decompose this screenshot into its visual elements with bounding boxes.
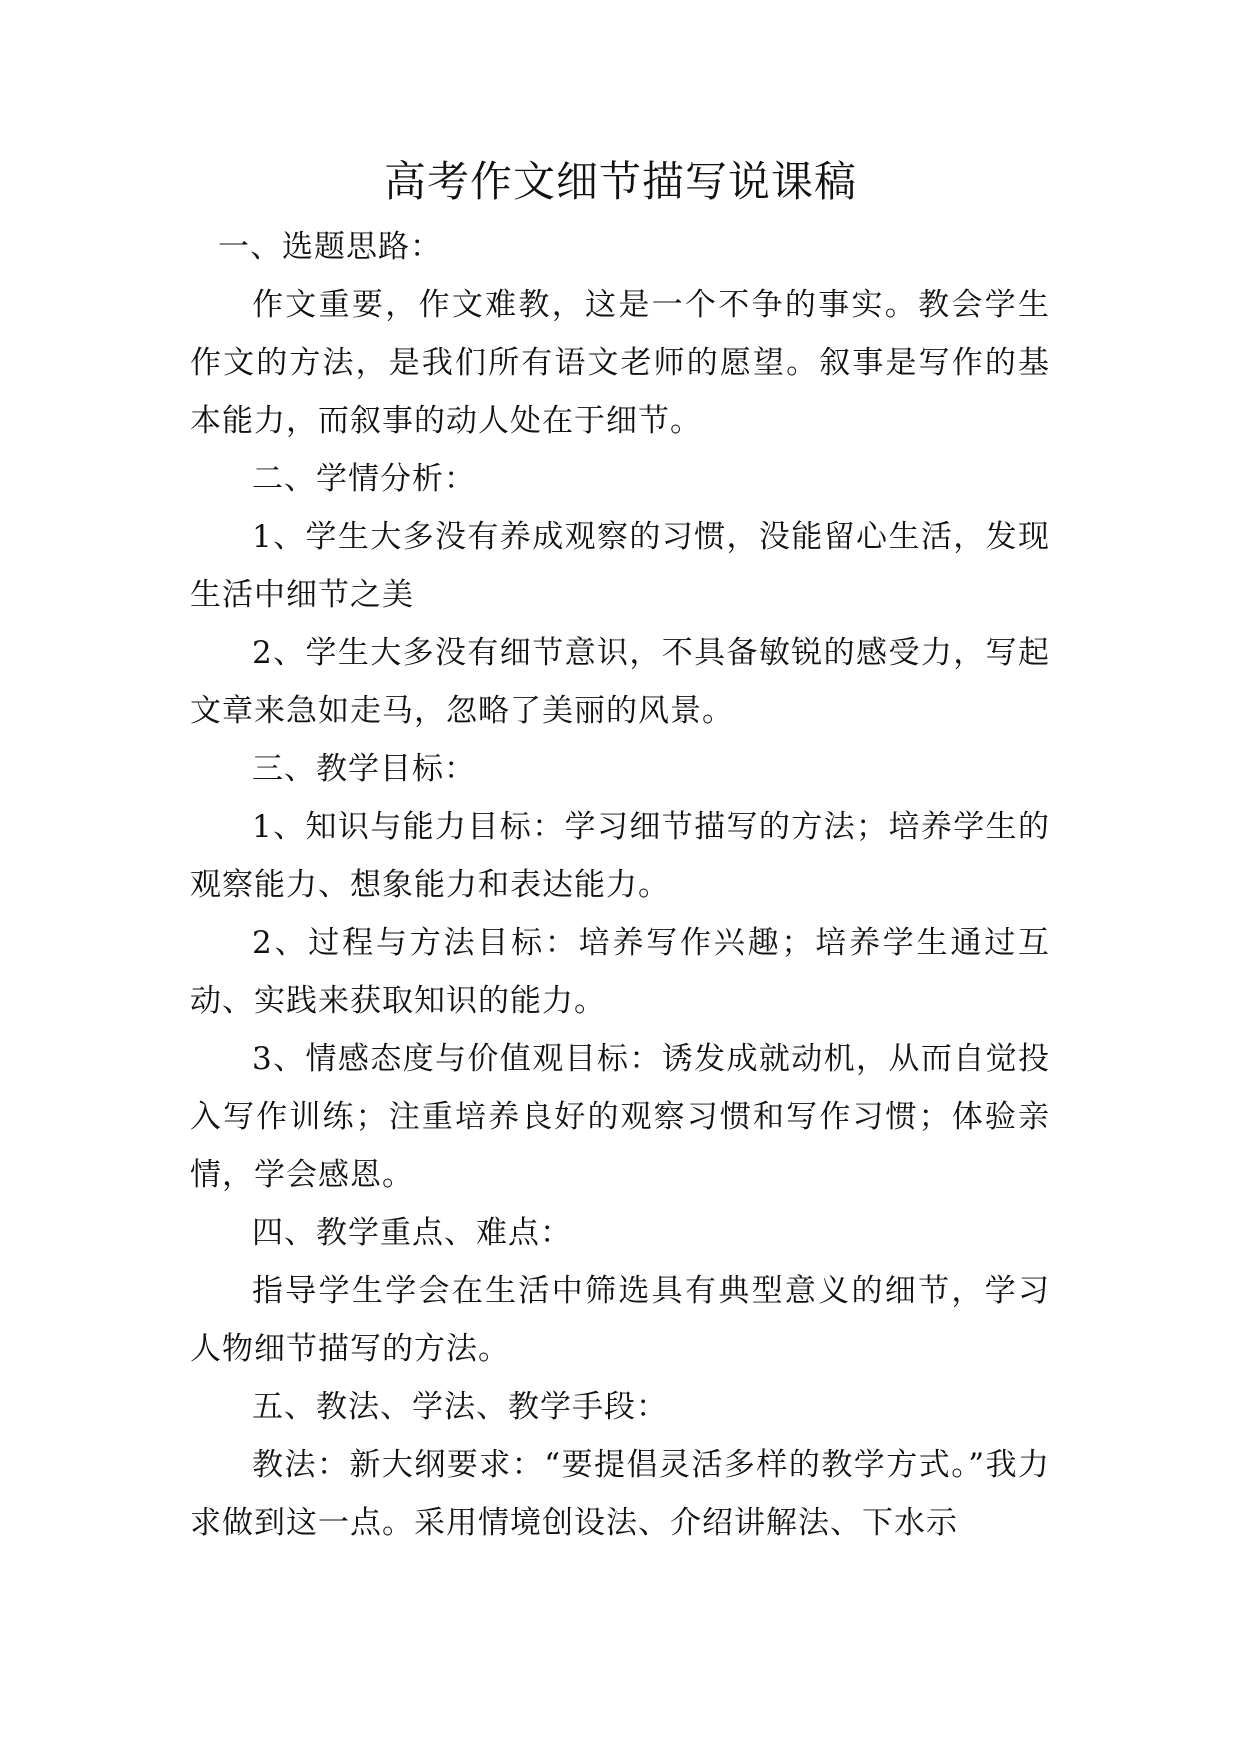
paragraph: 1、学生大多没有养成观察的习惯，没能留心生活，发现生活中细节之美 <box>190 519 1050 613</box>
section-heading-key-points: 四、教学重点、难点： <box>252 1215 572 1251</box>
section-heading-methods: 五、教法、学法、教学手段： <box>252 1389 668 1425</box>
paragraph: 教法：新大纲要求：“要提倡灵活多样的教学方式。”我力求做到这一点。采用情境创设法、介绍讲解法、下水示 <box>190 1447 1050 1541</box>
paragraph: 作文重要，作文难教，这是一个不争的事实。教会学生作文的方法，是我们所有语文老师的愿望。叙事是写作的基本能力，而叙事的动人处在于细节。 <box>190 287 1050 439</box>
paragraph: 2、过程与方法目标：培养写作兴趣；培养学生通过互动、实践来获取知识的能力。 <box>190 925 1050 1019</box>
document-body <box>190 218 1050 1552</box>
section-heading-learner-analysis: 二、学情分析： <box>252 461 476 497</box>
paragraph: 指导学生学会在生活中筛选具有典型意义的细节，学习人物细节描写的方法。 <box>190 1273 1050 1367</box>
paragraph: 3、情感态度与价值观目标：诱发成就动机，从而自觉投入写作训练；注重培养良好的观察习惯和写作习惯；体验亲情，学会感恩。 <box>190 1041 1050 1193</box>
document-title: 高考作文细节描写说课稿 <box>383 157 857 206</box>
section-heading-topic-rationale: 一、选题思路： <box>218 229 442 265</box>
paragraph: 2、学生大多没有细节意识，不具备敏锐的感受力，写起文章来急如走马，忽略了美丽的风景。 <box>190 635 1050 729</box>
section-heading-teaching-goals: 三、教学目标： <box>252 751 476 787</box>
paragraph: 1、知识与能力目标：学习细节描写的方法；培养学生的观察能力、想象能力和表达能力。 <box>190 809 1050 903</box>
